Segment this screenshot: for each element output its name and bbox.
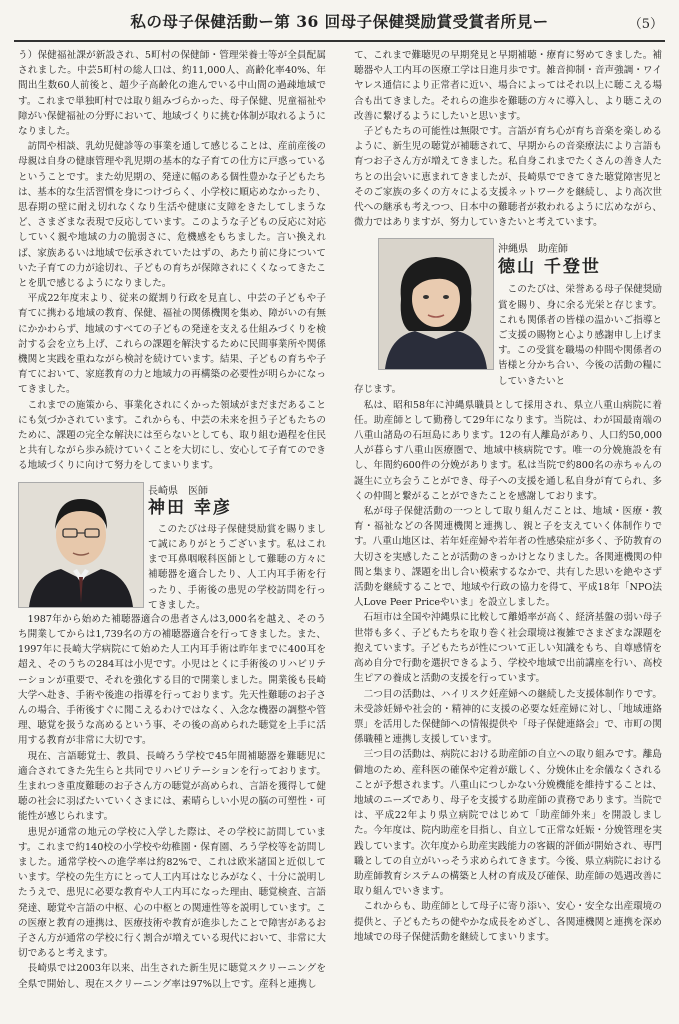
- paragraph: 私が母子保健活動の一つとして取り組んだことは、地域・医療・教育・福祉などの各関連機関と連携し、親と子を支えていく体制作りです。八重山地区は、若年妊産婦や若年者の性感染症が多く、予防教育の大切さを実感したことが活動のきっかけとなりました。各関連機関の仲間と集まり、課題を出し合い模索するなかで、共有した思いを絶やさず活動を継続することで、地域や行政の協力を得て、平成18年「NPO法人Love Peer Priceやいま」を設立しました。: [354, 506, 662, 609]
- page-title: 私の母子保健活動ー第 36 回母子保健奨励賞受賞者所見ー: [130, 12, 549, 31]
- paragraph: これからも、助産師として母子に寄り添い、安心・安全な出産環境の提供と、子どもたちの健やかな成長をめざし、各関連機関と連携を深め地域での母子保健活動を継続してまいります。: [354, 901, 662, 943]
- paragraph: 私は、昭和58年に沖縄県職員として採用され、県立八重山病院に着任。助産師として勤務して29年になります。当院は、わが国最南端の八重山諸島の石垣島にあります。12の有人離島があり、人口約50,000人が暮らす八重山医療圏で、地域中核病院です。唯一の分娩施設を有し、年間約600件の分娩があります。私は当院で約800名の赤ちゃんの誕生に立ち会うことができ、母子への支援を通し私自身が育てられ、多くの仲間と繋がることができたことを感謝しております。: [354, 399, 662, 502]
- awardee-affiliation: 沖縄県 助産師: [498, 244, 568, 256]
- awardee-meta: [498, 242, 601, 277]
- page-number: （5）: [628, 17, 663, 32]
- paragraph: 1987年から始めた補聴器適合の患者さんは3,000名を越え、そのうち開業してからは1,739名の方の補聴器適合を行ってきました。また、1997年に長崎大学病院にて始めた人工内耳手術は昨年までに400耳を超え、そのうちの284耳は小児です。小児はとくに手術後のリハビリテーションが重要で、それを強化する目的で開業しました。開業後も長崎大学へ赴き、手術や後進の指導を行っております。先天性難聴のお子さんの場合、手術後すぐに聞こえるわけではなく、入念な機器の調整や管理、聴覚を扱うな高めるという事、その後の高められた聴覚を上手に活用する教育が非常に大切です。: [18, 613, 326, 747]
- paragraph: 長崎県では2003年以来、出生された新生児に聴覚スクリーニングを全県で開始し、現在スクリーニング率は97%以上です。産科と連携し: [18, 963, 326, 990]
- awardee-profile-tokuyama: [354, 238, 662, 387]
- awardee-wrap-text: [498, 282, 662, 388]
- paragraph: 三つ目の活動は、病院における助産師の自立への取り組みです。離島僻地のため、産科医の確保や定着が厳しく、分娩休止を余儀なくされることが予想されます。八重山につしかない分娩機能を維持することは、地域のニーズであり、母子を支援する助産師の責務であります。当院では、平成22年より県立病院ではじめて「助産師外来」を開設しました。今年度は、院内助産を目指し、自立して正常な妊娠・分娩管理を実践しています。次年度から助産実践能力の客観的評価が開始され、専門職としての自立がいっそう求められてきます。今後、県立病院における助産師教育システムの構築と人材の育成及び確保、助産師の処遇改善に取り組んでいきます。: [354, 749, 662, 898]
- paragraph: 存じます。: [354, 384, 402, 396]
- right-column: [354, 48, 662, 945]
- paragraph: 現在、言語聴覚士、教員、長崎ろう学校で45年間補聴器を難聴児に適合されてきた先生らと共同でリハビリテーションを行っております。生まれつき重度難聴のお子さん方の聴覚が高められ、言語を獲得して健聴の社会に羽ばたいていくさまには、素晴らしい小児の脳の可塑性・可能性が感じられます。: [18, 750, 326, 823]
- paragraph: 二つ目の活動は、ハイリスク妊産婦への継続した支援体制作りです。未受診妊婦や社会的・精神的に支援の必要な妊産婦に対し、「地域連絡票」を活用した保健師への情報提供や「母子保健連絡会」で、市町の関係職種と連携し支援しています。: [354, 688, 662, 746]
- paragraph: 石垣市は全国や沖縄県に比較して離婚率が高く、経済基盤の弱い母子世帯も多く、子どもたちを取り巻く社会環境は複雑でさまざまな課題を抱えています。子どもたちが性について正しい知識をもち、自尊感情を高め自分で行動を選択できるよう、学校や地域で出前講座を行い、高校生ピアの養成と活動の支援を行っています。: [354, 612, 662, 685]
- portrait-man-icon: [19, 483, 143, 607]
- paragraph: 訪問や相談、乳幼児健診等の事業を通して感じることは、産前産後の母親は自身の健康管理や乳児期の基本的な子育ての仕方に戸惑っているということです。また幼児期の、発達に幅のある個性豊かな子どもたちは、基本的な生活習慣を身につけづらく、小学校に順応めなかったり、思春期の壁に耐え切れなくなり生活や健康に支障をきたしてしまうなど、さまざまな表現で反応しています。このような子どもの反応に対応していく親や地域の力の脆弱さに、危機感をもちました。言い換えれば、家族あるいは地域で伝承されていたはずの、あたり前に身についていた子育ての力が途切れ、子どもの育ちが保障されにくくなってきたことを肌で感じるようになりました。: [18, 141, 326, 290]
- awardee-photo: [18, 482, 144, 608]
- awardee-name: 神田 幸彦: [148, 497, 232, 518]
- awardee-wrap-text: [148, 522, 326, 613]
- left-column: [18, 48, 326, 992]
- awardee-profile-kanda: [18, 482, 326, 611]
- awardee-meta: [148, 484, 232, 516]
- paragraph: 患児が通常の地元の学校に入学した際は、その学校に訪問しています。これまで約140校の小学校や幼稚園・保育園、ろう学校等を訪問しました。通常学校への進学率は約82%で、これは欧米諸国と近似しています。学校の先生方にとって人工内耳はなじみがなく、十分に説明したうえで、患児に必要な教育や人工内耳になった理由、聴覚検査、言語発達、聴覚や言語の中枢、心の中枢との関連性等を説明しています。この医療と教育の連携は、医療技術や教育が進歩したことで障害があるお子さん方が通常の学校に行く割合が増えている現代において、非常に大切であると考えます。: [18, 826, 326, 960]
- paragraph: このたびは母子保健奨励賞を賜りまして誠にありがとうございます。私はこれまで耳鼻咽喉科医師として難聴の方々に補聴器を適合したり、人工内耳手術を行ったり、手術後の患児の学校訪問を行ってきました。: [148, 523, 326, 611]
- awardee-photo: [378, 238, 494, 370]
- awardee-affiliation: 長崎県 医師: [148, 485, 208, 497]
- paragraph: う）保健福祉課が新設され、5町村の保健師・管理栄養士等が全員配属されました。中芸5町村の総人口は、約11,000人、高齢化率40%、年間出生数60人前後と、超少子高齢化の進んでいる中山間の過疎地域です。これまで単独町村では取り組みづらかった、母子保健、児童福祉や障がい保健福祉の分野において、地域づくりに挑む体制が取れるようになりました。: [18, 50, 326, 138]
- paragraph: 子どもたちの可能性は無限です。言語が育ち心が育ち音楽を楽しめるように、新生児の聴覚が補聴されて、早期からの音楽療法により言語も育つお子さん方が増えてきました。私自身これまでたくさんの善き人たちとの出会いに恵まれてきましたが、長崎県でできてきた聴覚障害児とそのご家族の多くの方々による支援ネットワークを継続し、より高次世代への継承も考えつつ、日本中の難聴者が救われるように広めながら、微力ではありますが、努力していきたいと考えています。: [354, 126, 662, 229]
- paragraph: これまでの施策から、事業化されにくかった領域がまだまだあることにも気づかされています。これからも、中芸の未来を担う子どもたちのために、課題の完全な解決には至らないとしても、取り組む過程を住民と共有しながら歩み続けていくことを大切にし、安心して子育てのできる地域づくりに向けて努力をしてまいります。: [18, 399, 326, 472]
- paragraph: このたびは、栄誉ある母子保健奨励賞を賜り、身に余る光栄と存じます。これも関係者の皆様の温かいご指導とご支援の賜物と心より感謝申し上げます。この受賞を職場の仲間や関係者の皆様と分かち合い、今後の活動の糧にしていきたいと: [498, 284, 662, 387]
- portrait-woman-icon: [379, 239, 493, 369]
- paragraph: て、これまで難聴児の早期発見と早期補聴・療育に努めてきました。補聴器や人工内耳の医療工学は日進月歩です。雑音抑制・音声強調・ワイヤレス通信により正常者に近い、場合によってはそれ以上に聴こえる場合も出てきました。それらの進歩を難聴の方々に導入し、より聴こえの改善に繋げるようにしたいと思います。: [354, 50, 662, 122]
- awardee-name: 徳山 千登世: [498, 256, 601, 277]
- paragraph: 平成22年度末より、従来の縦割り行政を見直し、中芸の子どもや子育てに携わる地域の教育、保健、福祉の関係機関を集め、障がいの有無にかかわらず、地域のすべての子どもの発達を支える仕組みづくりを検討する会を立ち上げ、これらの課題を解決するために民間事業所や関係機関と実践を重ねながら検討を続けています。結果、子どもの育ちや子育てにおいて、家庭教育の力と地域力の再構築の必要性が明らかになってきました。: [18, 293, 326, 396]
- page-header: [14, 6, 665, 42]
